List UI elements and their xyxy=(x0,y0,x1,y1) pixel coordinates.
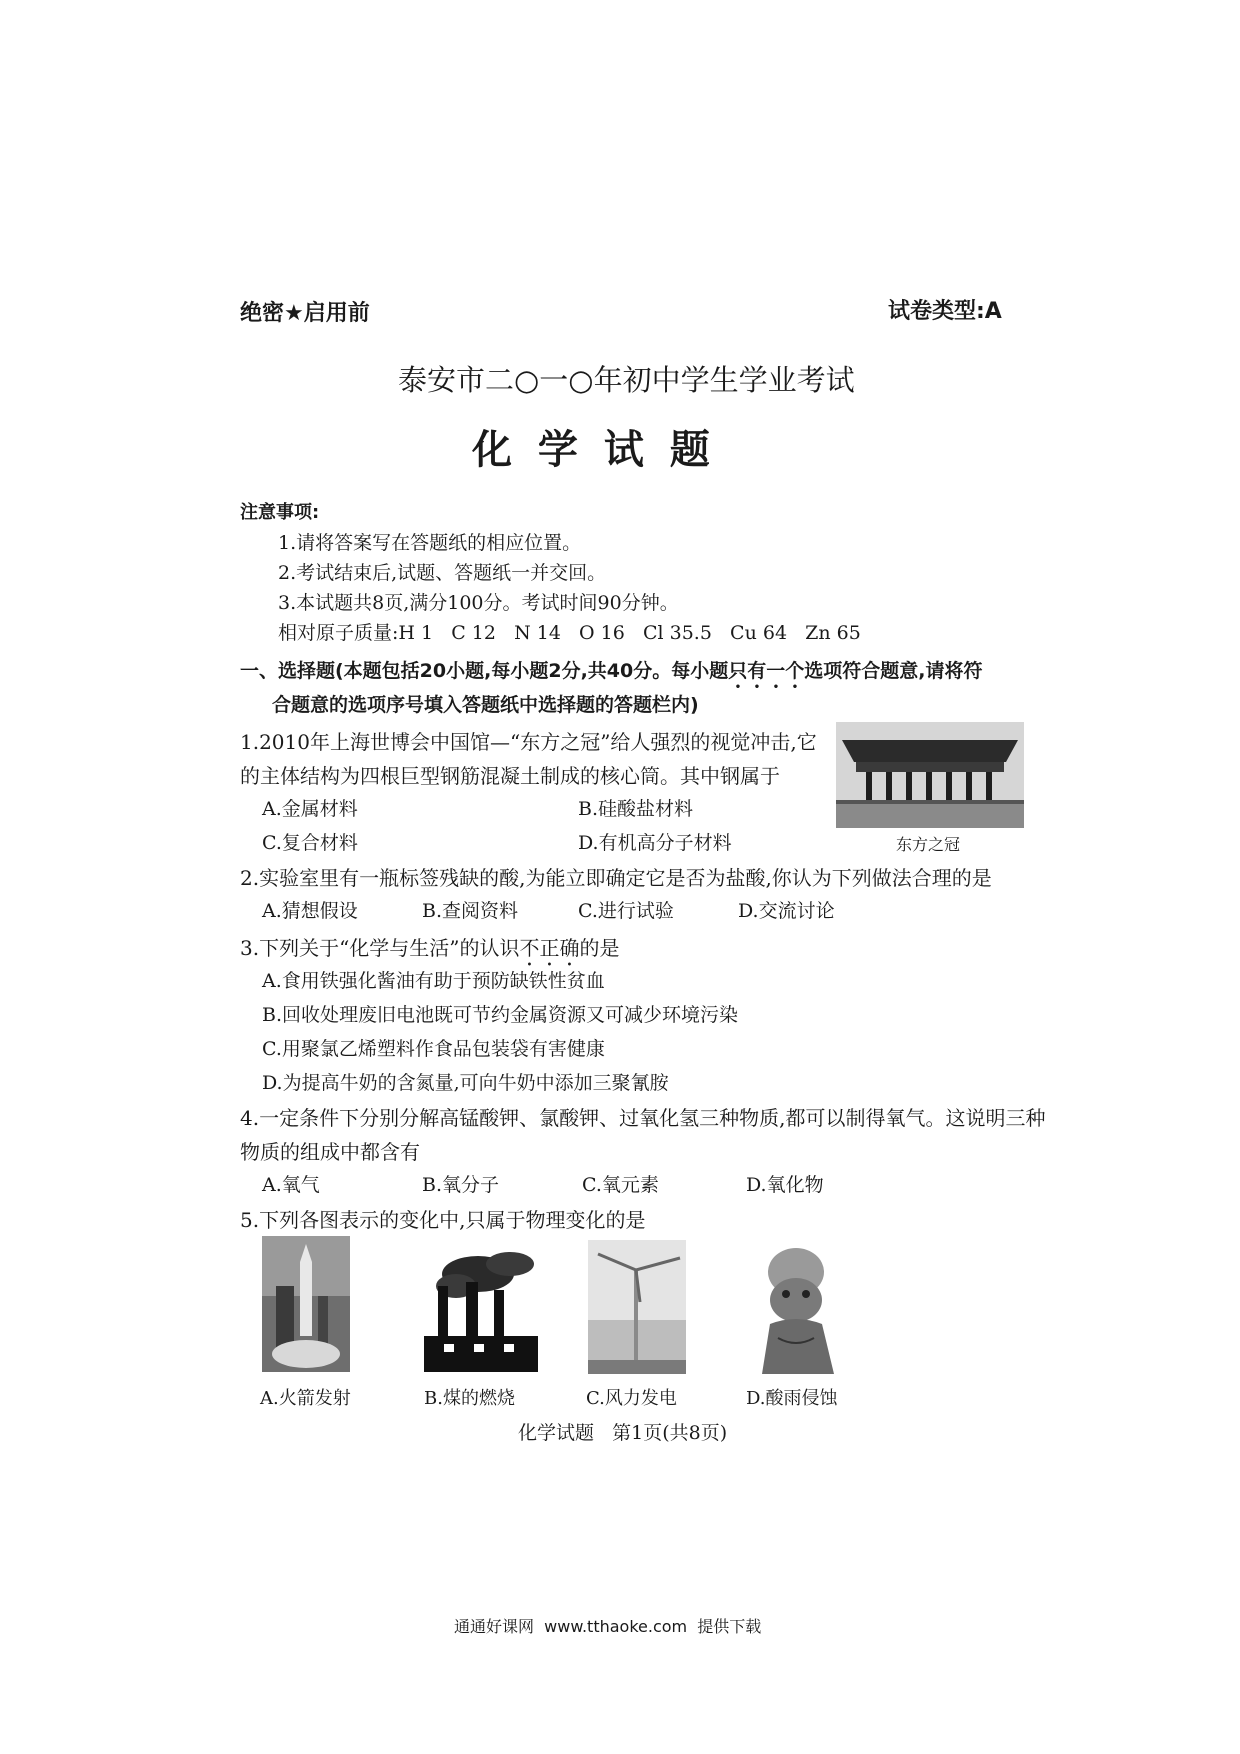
q1-option-b: B.硅酸盐材料 xyxy=(578,798,694,820)
wind-turbine-image xyxy=(588,1240,686,1374)
q5-stem: 5.下列各图表示的变化中,只属于物理变化的是 xyxy=(240,1208,646,1232)
section1-emphasis: 只有一个 xyxy=(728,660,805,682)
q3-option-c: C.用聚氯乙烯塑料作食品包装袋有害健康 xyxy=(262,1038,605,1060)
rocket-launch-image xyxy=(262,1236,350,1372)
section1-intro-text-b: 选项符合题意,请将符 xyxy=(804,660,983,682)
subject-title: 化 学 试 题 xyxy=(472,426,716,473)
page-footer: 化学试题 第1页(共8页) xyxy=(518,1422,728,1444)
paper-type-label: 试卷类型:A xyxy=(888,299,1002,324)
acid-rain-statue-image xyxy=(748,1228,848,1374)
q1-option-a: A.金属材料 xyxy=(262,798,358,820)
q1-stem-line1: 1.2010年上海世博会中国馆—“东方之冠”给人强烈的视觉冲击,它 xyxy=(240,730,817,754)
q5-caption-d: D.酸雨侵蚀 xyxy=(746,1388,838,1409)
q3-option-a: A.食用铁强化酱油有助于预防缺铁性贫血 xyxy=(262,970,605,992)
q2-option-c: C.进行试验 xyxy=(578,900,674,922)
q2-option-b: B.查阅资料 xyxy=(422,900,519,922)
atomic-masses: 相对原子质量:H 1 C 12 N 14 O 16 Cl 35.5 Cu 64 Zn 65 xyxy=(278,622,861,644)
q3-stem-b: 的是 xyxy=(579,936,620,960)
site-footer xyxy=(454,1614,761,1637)
q4-option-c: C.氧元素 xyxy=(582,1174,659,1196)
q2-stem: 2.实验室里有一瓶标签残缺的酸,为能立即确定它是否为盐酸,你认为下列做法合理的是 xyxy=(240,866,992,890)
q1-option-d: D.有机高分子材料 xyxy=(578,832,732,854)
q4-option-d: D.氧化物 xyxy=(746,1174,824,1196)
notes-item-3: 3.本试题共8页,满分100分。考试时间90分钟。 xyxy=(278,592,679,614)
q4-stem-line1: 4.一定条件下分别分解高锰酸钾、氯酸钾、过氧化氢三种物质,都可以制得氧气。这说明三种 xyxy=(240,1106,1046,1130)
q4-option-a: A.氧气 xyxy=(262,1174,320,1196)
section1-intro-line1 xyxy=(240,656,982,693)
download-link[interactable]: 通通好课网 www.tthaoke.com 提供下载 xyxy=(454,1617,762,1636)
q2-option-a: A.猜想假设 xyxy=(262,900,358,922)
coal-burning-image xyxy=(424,1246,538,1372)
q3-emphasis: 不正确 xyxy=(519,936,580,960)
china-pavilion-caption: 东方之冠 xyxy=(896,835,961,854)
notes-item-1: 1.请将答案写在答题纸的相应位置。 xyxy=(278,532,582,554)
section1-intro-text-a: 一、选择题(本题包括20小题,每小题2分,共40分。每小题 xyxy=(240,660,729,682)
q4-stem-line2: 物质的组成中都含有 xyxy=(240,1140,420,1164)
q4-option-b: B.氧分子 xyxy=(422,1174,500,1196)
section1-intro-line2: 合题意的选项序号填入答题纸中选择题的答题栏内) xyxy=(272,694,699,716)
q1-option-c: C.复合材料 xyxy=(262,832,358,854)
q5-caption-c: C.风力发电 xyxy=(586,1388,677,1409)
q5-caption-a: A.火箭发射 xyxy=(260,1388,351,1409)
notes-item-2: 2.考试结束后,试题、答题纸一并交回。 xyxy=(278,562,607,584)
notes-heading: 注意事项: xyxy=(240,502,320,523)
q5-caption-b: B.煤的燃烧 xyxy=(424,1388,515,1409)
q3-option-d: D.为提高牛奶的含氮量,可向牛奶中添加三聚氰胺 xyxy=(262,1072,669,1094)
secret-label: 绝密★启用前 xyxy=(240,301,370,326)
q3-option-b: B.回收处理废旧电池既可节约金属资源又可减少环境污染 xyxy=(262,1004,739,1026)
q1-stem-line2: 的主体结构为四根巨型钢筋混凝土制成的核心筒。其中钢属于 xyxy=(240,764,780,788)
exam-title: 泰安市二○一○年初中学生学业考试 xyxy=(398,363,855,397)
china-pavilion-image xyxy=(836,722,1024,828)
q3-stem-a: 3.下列关于“化学与生活”的认识 xyxy=(240,936,520,960)
q2-option-d: D.交流讨论 xyxy=(738,900,835,922)
